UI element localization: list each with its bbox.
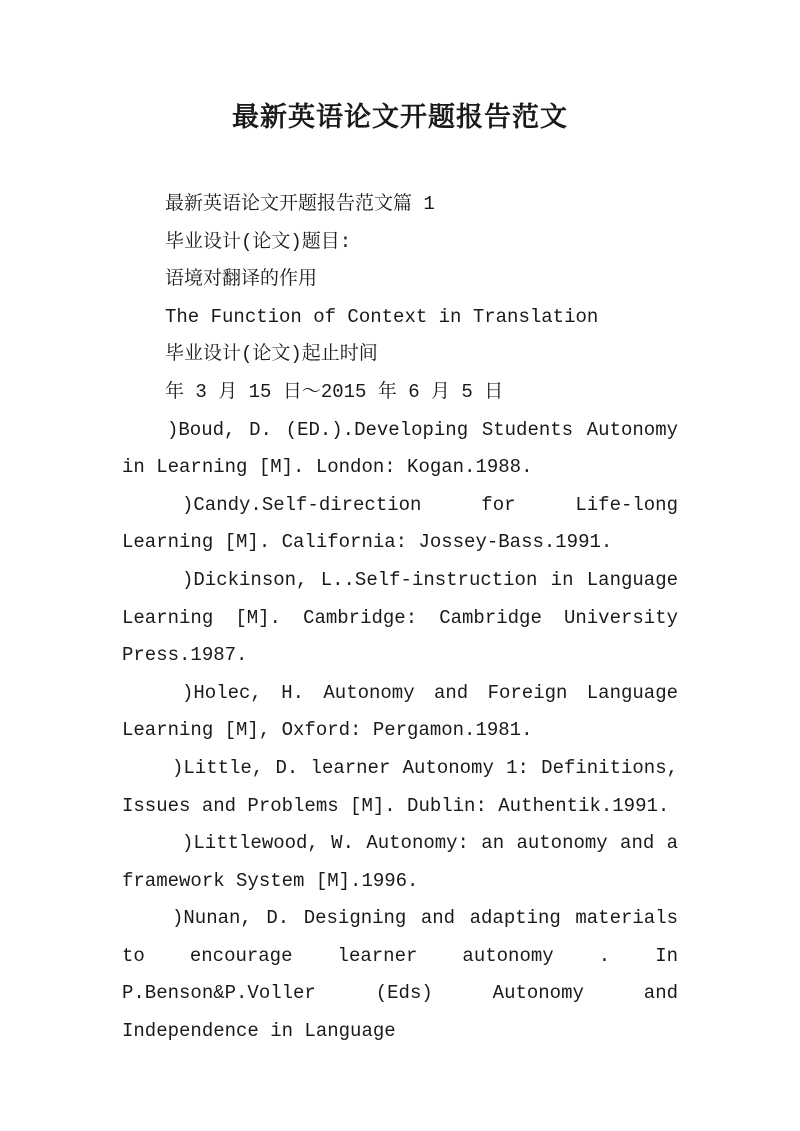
reference-item: )Candy.Self-direction for Life-long Learning [M]. California: Jossey-Bass.1991. <box>122 493 678 554</box>
period-label: 毕业设计(论文)起止时间 <box>165 343 378 366</box>
reference-item: )Little, D. learner Autonomy 1: Definitions, Issues and Problems [M]. Dublin: Authentik.1991. <box>122 756 678 817</box>
reference-item: )Nunan, D. Designing and adapting materials to encourage learner autonomy . In P.Benson&P.Voller (Eds) Autonomy and Independence in Language <box>122 907 678 1043</box>
reference-item: )Boud, D. (ED.).Developing Students Autonomy in Learning [M]. London: Kogan.1988. <box>122 418 678 479</box>
document-body <box>122 186 678 1051</box>
thesis-title-label: 毕业设计(论文)题目: <box>165 230 352 253</box>
thesis-title-english: The Function of Context in Translation <box>165 305 599 328</box>
reference-item: )Littlewood, W. Autonomy: an autonomy and a framework System [M].1996. <box>122 832 678 892</box>
reference-item: )Holec, H. Autonomy and Foreign Language Learning [M], Oxford: Pergamon.1981. <box>122 681 678 742</box>
reference-item: )Dickinson, L..Self-instruction in Language Learning [M]. Cambridge: Cambridge University Press.1987. <box>122 568 678 667</box>
period-value: 年 3 月 15 日～2015 年 6 月 5 日 <box>165 380 504 403</box>
thesis-title-chinese: 语境对翻译的作用 <box>165 268 318 291</box>
section-heading: 最新英语论文开题报告范文篇 1 <box>165 193 435 215</box>
document-title: 最新英语论文开题报告范文 <box>232 102 568 133</box>
